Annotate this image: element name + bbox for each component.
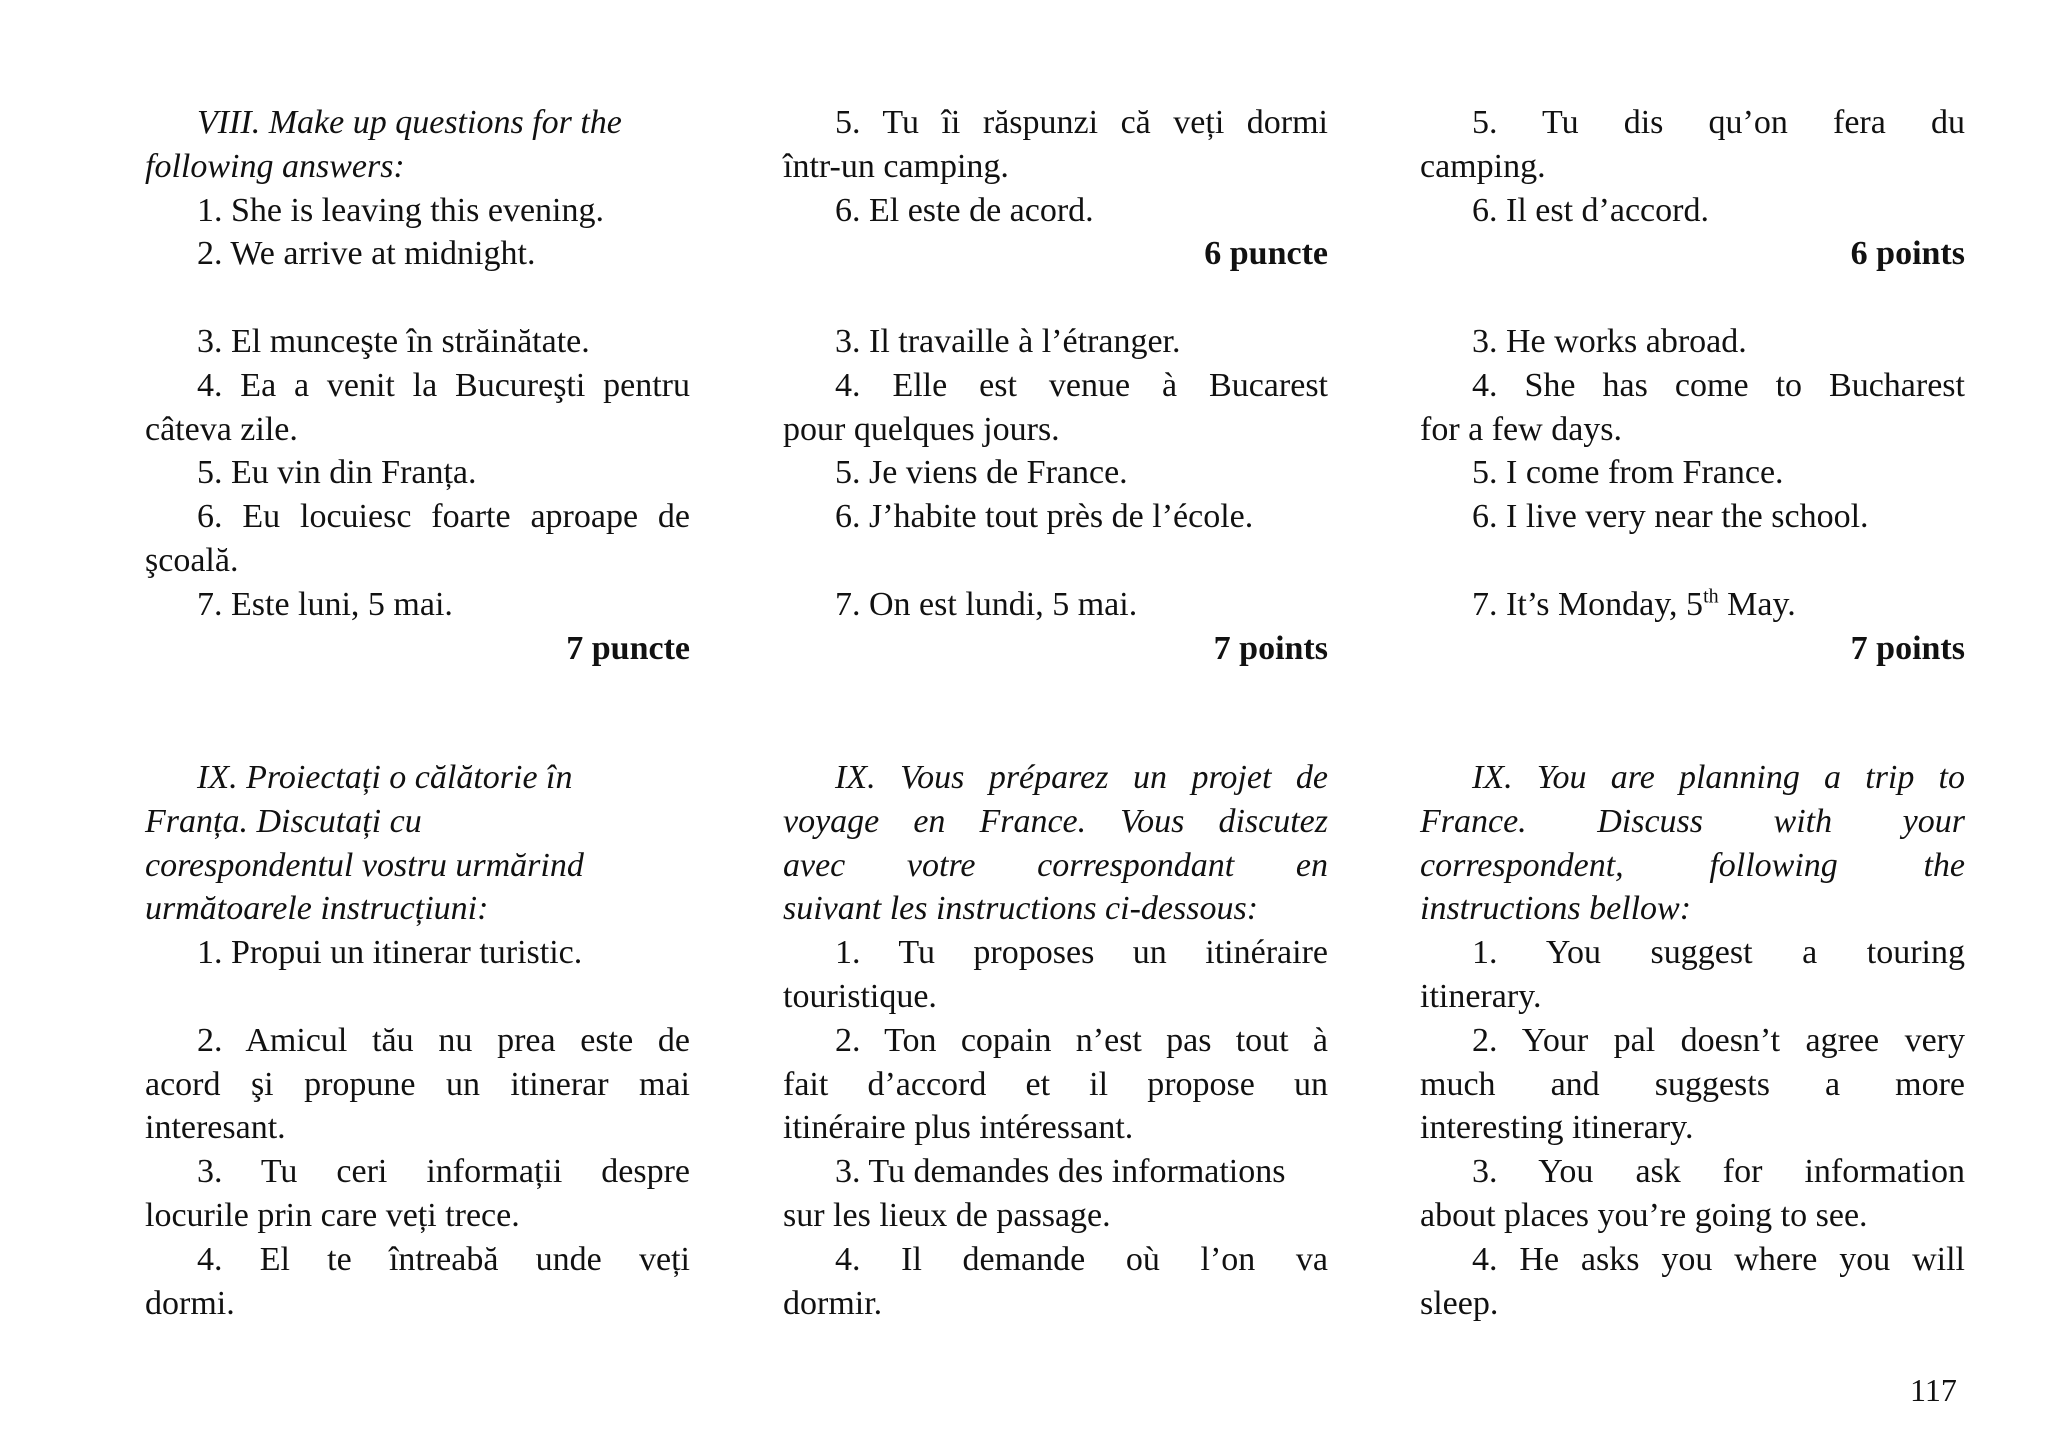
- text-line: sleep.: [1420, 1284, 1499, 1322]
- section-top: [1420, 101, 1965, 670]
- exercise-instruction-line: IX. You are planning a trip to: [1472, 759, 1965, 796]
- text-line: camping.: [1420, 147, 1546, 185]
- exercise-instruction-line: corespondentul vostru urmărind: [145, 846, 584, 884]
- text-line: 7. On est lundi, 5 mai.: [835, 585, 1138, 623]
- text-line: 1. Tu proposes un itinéraire: [835, 934, 1328, 972]
- text-line: itinéraire plus intéressant.: [783, 1109, 1134, 1147]
- text-line: 6. El este de acord.: [835, 191, 1094, 229]
- ordinal-suffix: th: [1703, 585, 1719, 608]
- exercise-instruction-line: Franța. Discutați cu: [145, 802, 422, 840]
- points-label: 6 points: [1850, 235, 1965, 273]
- text-line: dormi.: [145, 1284, 235, 1322]
- exercise-instruction-line: following answers:: [145, 147, 405, 185]
- exercise-instruction-line: VIII. Make up questions for the: [197, 104, 622, 141]
- text-line: 2. Amicul tău nu prea este de: [197, 1021, 690, 1059]
- exercise-instruction-line: suivant les instructions ci-dessous:: [783, 890, 1259, 928]
- points-label: 7 points: [1213, 629, 1328, 667]
- text-line: 3. Tu demandes des informations: [835, 1153, 1286, 1191]
- exercise-instruction-line: următoarele instrucțiuni:: [145, 890, 489, 928]
- points-label: 6 puncte: [1204, 235, 1328, 273]
- text-line: interesting itinerary.: [1420, 1109, 1694, 1147]
- text-line: 5. I come from France.: [1472, 454, 1784, 492]
- text-line: pour quelques jours.: [783, 410, 1060, 448]
- blank-line: [145, 975, 690, 1019]
- text-line: 4. El te întreabă unde veți: [197, 1240, 690, 1278]
- blank-line: [1420, 276, 1965, 320]
- text-line: fait d’accord et il propose un: [783, 1065, 1328, 1103]
- text-line: acord şi propune un itinerar mai: [145, 1065, 690, 1103]
- text-line: 4. Il demande où l’on va: [835, 1240, 1328, 1278]
- text-line: much and suggests a more: [1420, 1065, 1965, 1103]
- text-line: for a few days.: [1420, 410, 1623, 448]
- exercise-instruction-line: France. Discuss with your: [1420, 802, 1965, 840]
- blank-line: [783, 539, 1328, 583]
- text-line: 5. Eu vin din Franța.: [197, 454, 477, 492]
- exercise-instruction-line: IX. Vous préparez un projet de: [835, 759, 1328, 796]
- text-line: 6. J’habite tout près de l’école.: [835, 498, 1254, 536]
- section-bottom: [1420, 756, 1965, 1325]
- page-number: 117: [1910, 1372, 1957, 1408]
- text-line: 3. He works abroad.: [1472, 322, 1747, 360]
- exercise-instruction-line: avec votre correspondant en: [783, 846, 1328, 884]
- text-line: itinerary.: [1420, 977, 1542, 1015]
- exercise-instruction-line: correspondent, following the: [1420, 846, 1965, 884]
- text-line: 6. I live very near the school.: [1472, 498, 1869, 536]
- text-line: 6. Il est d’accord.: [1472, 191, 1709, 229]
- text-line: locurile prin care veți trece.: [145, 1196, 520, 1234]
- text-line: touristique.: [783, 977, 937, 1015]
- text-line: 1. Propui un itinerar turistic.: [197, 934, 583, 972]
- text-line: 4. She has come to Bucharest: [1472, 366, 1965, 404]
- exercise-instruction-line: instructions bellow:: [1420, 890, 1692, 928]
- blank-line: [145, 276, 690, 320]
- text-line: 3. Tu ceri informații despre: [197, 1153, 690, 1191]
- text-line: 7. Este luni, 5 mai.: [197, 585, 453, 623]
- text-line: câteva zile.: [145, 410, 298, 448]
- text-line: [1420, 583, 1965, 627]
- text-line: 3. Il travaille à l’étranger.: [835, 322, 1181, 360]
- text-line: 4. Elle est venue à Bucarest: [835, 366, 1328, 404]
- text-line: interesant.: [145, 1109, 286, 1147]
- text-line: şcoală.: [145, 541, 239, 579]
- exercise-instruction-line: IX. Proiectați o călătorie în: [197, 759, 573, 796]
- section-bottom: [783, 756, 1328, 1325]
- text-line: 2. We arrive at midnight.: [197, 235, 536, 273]
- text-line: about places you’re going to see.: [1420, 1196, 1868, 1234]
- text-line: într-un camping.: [783, 147, 1009, 185]
- section-top: [145, 101, 690, 670]
- blank-line: [1420, 539, 1965, 583]
- blank-line: [783, 276, 1328, 320]
- text-segment: May.: [1718, 585, 1796, 623]
- text-segment: 7. It’s Monday, 5: [1472, 585, 1704, 623]
- text-line: 1. You suggest a touring: [1472, 934, 1965, 972]
- exercise-instruction-line: voyage en France. Vous discutez: [783, 802, 1328, 840]
- section-bottom: [145, 756, 690, 1325]
- section-top: [783, 101, 1328, 670]
- text-line: sur les lieux de passage.: [783, 1196, 1111, 1234]
- text-line: 2. Ton copain n’est pas tout à: [835, 1021, 1328, 1059]
- text-line: 3. You ask for information: [1472, 1153, 1965, 1191]
- text-line: 5. Tu dis qu’on fera du: [1472, 104, 1965, 141]
- text-line: 2. Your pal doesn’t agree very: [1472, 1021, 1965, 1059]
- points-label: 7 puncte: [566, 629, 690, 667]
- text-line: 4. He asks you where you will: [1472, 1240, 1965, 1278]
- text-line: 6. Eu locuiesc foarte aproape de: [197, 498, 690, 536]
- text-line: 1. She is leaving this evening.: [197, 191, 605, 229]
- text-line: 5. Je viens de France.: [835, 454, 1128, 492]
- text-line: dormir.: [783, 1284, 883, 1322]
- text-line: 3. El munceşte în străinătate.: [197, 322, 590, 360]
- text-line: 4. Ea a venit la Bucureşti pentru: [197, 366, 690, 404]
- text-line: 5. Tu îi răspunzi că veți dormi: [835, 104, 1328, 141]
- points-label: 7 points: [1850, 629, 1965, 667]
